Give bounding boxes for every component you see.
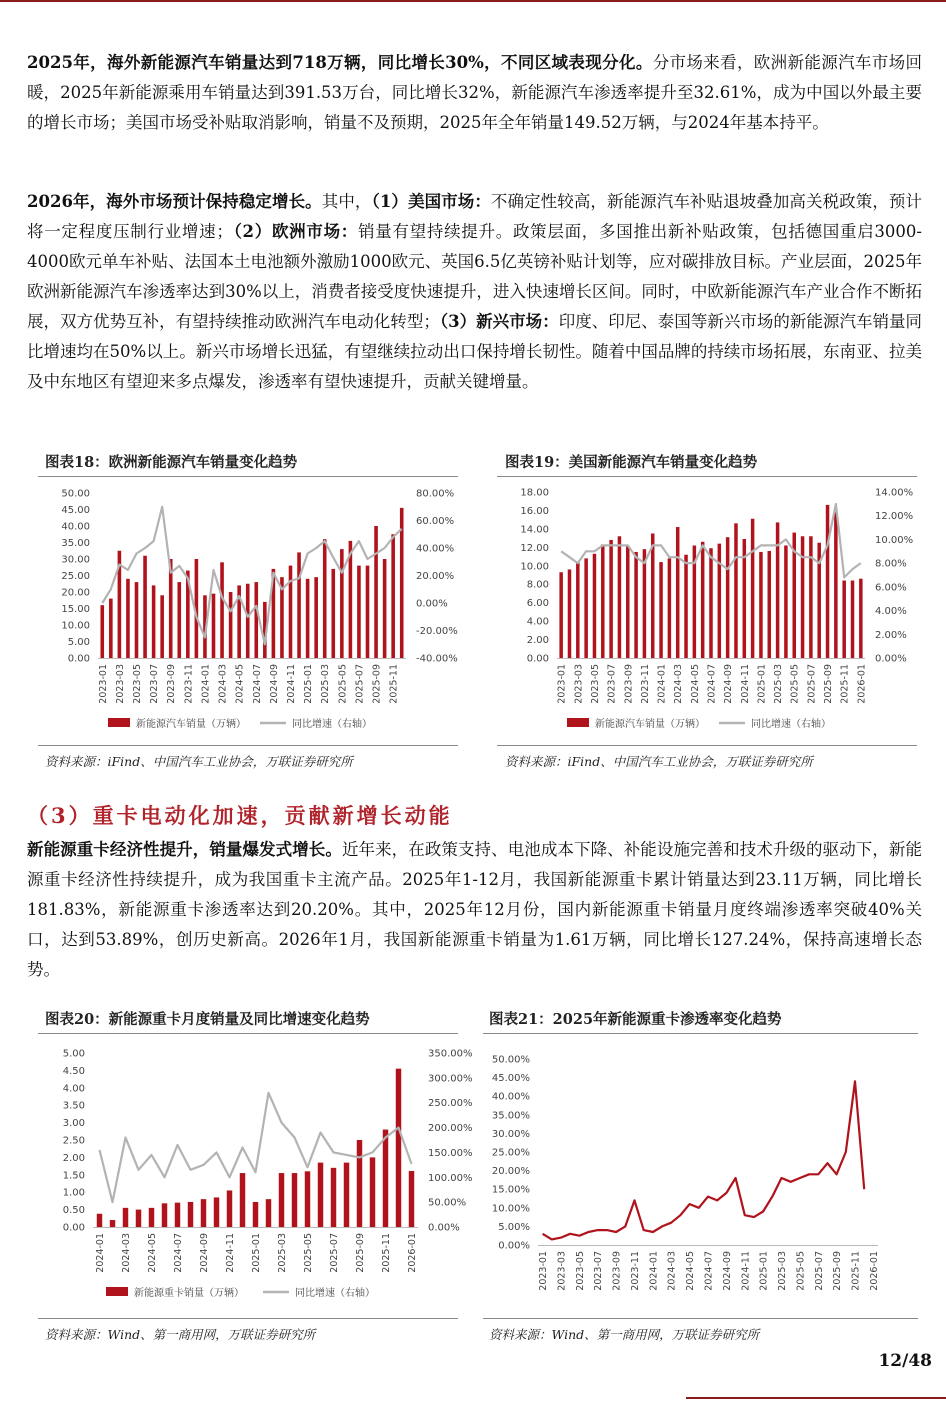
y-tick-label: 10.00 [61,620,90,632]
y-tick-label: 25.00% [491,1147,530,1159]
x-tick-label: 2023-07 [606,664,618,704]
bar [593,554,596,658]
x-tick-label: 2025-01 [251,1233,262,1273]
x-tick-label: 2026-01 [868,1251,880,1291]
x-tick-label: 2024-03 [217,664,229,704]
bar [626,545,629,658]
y-tick-label: 1.50 [62,1170,85,1182]
y-tick-label: 4.00 [62,1083,85,1095]
figure-title: 图表19：美国新能源汽车销量变化趋势 [505,454,758,471]
bar [842,581,845,658]
legend-label: 同比增速（右轴） [292,719,372,730]
y2-tick-label: 80.00% [416,488,455,500]
x-tick-label: 2026-01 [407,1233,418,1273]
y2-tick-label: 12.00% [875,511,914,523]
y2-tick-label: -40.00% [416,653,458,665]
y-tick-label: 14.00 [520,524,549,536]
figure-rule [38,745,458,746]
x-tick-label: 2023-01 [538,1251,550,1291]
bar [584,558,587,658]
x-tick-label: 2024-07 [706,664,718,704]
y2-tick-label: 250.00% [428,1098,473,1110]
legend-swatch-bar [106,1287,128,1296]
x-tick-label: 2024-01 [648,1251,660,1291]
y-tick-label: 30.00 [61,554,90,566]
x-tick-label: 2023-05 [589,664,601,704]
y-tick-label: 10.00 [520,561,549,573]
bar [383,1130,388,1227]
bar [175,1203,180,1227]
x-tick-label: 2023-03 [573,664,585,704]
bar [374,526,378,658]
legend-swatch-bar [108,718,130,727]
bar [136,1210,141,1227]
bar [220,562,224,658]
bar [240,1173,245,1227]
bar [834,512,837,658]
bar [292,1173,297,1227]
x-tick-label: 2024-11 [739,664,751,704]
bar [323,539,327,658]
paragraph-overseas-2026 [27,187,922,397]
bar [266,1199,271,1227]
bar [383,559,387,658]
figure-rule [497,745,917,746]
figure-rule [483,1318,918,1319]
paragraph-lead: 2025年，海外新能源汽车销量达到718万辆，同比增长30%，不同区域表现分化。 [27,53,653,72]
x-tick-label: 2025-03 [773,664,785,704]
x-tick-label: 2024-09 [199,1233,210,1273]
paragraph-body: 印度、印尼、泰国等新兴市场的新能源汽车销量同比增速均在50%以上。新兴市场增长迅猛，有望继续拉动出口保持增长韧性。随着中国品牌的持续市场拓展，东南亚、拉美及中东地区有望迎来多点爆发，渗透率有望快速提升，贡献关键增量。 [27,312,923,391]
bar [152,585,156,658]
y-tick-label: 0.00% [498,1240,530,1252]
bar [751,519,754,658]
y-tick-label: 16.00 [520,505,549,517]
bar [601,545,604,658]
y2-tick-label: 100.00% [428,1172,473,1184]
y-tick-label: 0.00 [67,653,90,665]
x-tick-label: 2025-11 [381,1233,392,1273]
bar [809,536,812,658]
bar [759,552,762,658]
y2-tick-label: 0.00% [416,598,448,610]
x-tick-label: 2023-11 [183,664,195,704]
bar [776,522,779,658]
bar [143,556,147,658]
x-tick-label: 2025-03 [777,1251,789,1291]
y-tick-label: 2.50 [62,1135,85,1147]
bar [559,572,562,658]
chart-heavy-truck-penetration [483,1035,918,1315]
y-tick-label: 45.00 [61,505,90,516]
bar [201,1199,206,1227]
legend-label: 新能源重卡销量（万辆） [134,1288,244,1299]
x-tick-label: 2023-03 [114,664,126,704]
bar [357,566,361,658]
bar [331,1168,336,1227]
bar [177,582,181,658]
y-tick-label: 18.00 [520,487,549,499]
series-line [543,1081,865,1239]
x-tick-label: 2024-03 [673,664,685,704]
x-tick-label: 2024-05 [147,1233,158,1273]
x-tick-label: 2025-05 [795,1251,807,1291]
bar [801,536,804,658]
y2-tick-label: 20.00% [416,571,455,582]
x-tick-label: 2023-11 [629,1251,641,1291]
x-tick-label: 2025-07 [806,664,818,704]
bar [305,1171,310,1227]
page-number: 12/48 [878,1351,932,1371]
x-tick-label: 2024-03 [666,1251,678,1291]
x-tick-label: 2023-03 [556,1251,568,1291]
figure-rule [483,1033,918,1034]
y-tick-label: 6.00 [526,598,549,610]
y2-tick-label: 150.00% [428,1147,473,1159]
y2-tick-label: 50.00% [428,1197,467,1209]
bar [676,527,679,658]
y-tick-label: 3.00 [62,1118,85,1130]
figure-source: 资料来源：iFind、中国汽车工业协会，万联证券研究所 [505,754,813,769]
paragraph-body: 不确定性较高，新能源汽车补贴退坡叠加高关税政策，预计将一定程度压制行业增速； [27,192,923,241]
bar [279,1173,284,1227]
figure-rule [497,476,917,477]
bar [135,582,139,658]
y2-tick-label: -20.00% [416,626,458,637]
x-tick-label: 2023-05 [132,664,143,704]
figure-rule [38,476,458,477]
x-tick-label: 2025-09 [832,1251,844,1291]
figure-source: 资料来源：Wind、第一商用网，万联证券研究所 [489,1327,760,1342]
x-tick-label: 2025-11 [388,664,400,704]
legend-label: 新能源汽车销量（万辆） [136,719,246,730]
bar [162,1203,167,1227]
y-tick-label: 8.00 [526,579,549,591]
y-tick-label: 4.50 [62,1065,85,1077]
x-tick-label: 2024-09 [268,664,280,704]
bar [331,569,335,658]
paragraph-body: 分市场来看，欧洲新能源汽车市场回暖，2025年新能源乘用车销量达到391.53万台，同比增长32%，新能源汽车渗透率提升至32.61%，成为中国以外最主要的增长市场；美国市场受补贴取消影响，销量不及预期，2025年全年销量149.52万辆，与2024年基本持平。 [27,53,922,132]
y-tick-label: 10.00% [491,1203,530,1215]
y-tick-label: 50.00 [61,488,90,500]
y-tick-label: 45.00% [491,1073,530,1085]
bar [227,1190,232,1227]
bar [297,552,301,658]
paragraph-heavy-truck [27,835,922,985]
x-tick-label: 2024-03 [121,1233,132,1273]
x-tick-label: 2025-07 [354,664,366,704]
bar [784,545,787,658]
bar [684,555,687,658]
y-tick-label: 25.00 [61,571,90,582]
y2-tick-label: 0.00% [428,1222,460,1234]
bar [734,523,737,658]
y-tick-label: 3.50 [62,1100,85,1112]
x-tick-label: 2024-05 [685,1251,697,1291]
y-tick-label: 20.00% [491,1166,530,1178]
x-tick-label: 2024-05 [234,664,246,704]
y2-tick-label: 4.00% [875,606,907,618]
y-tick-label: 30.00% [491,1128,530,1140]
bar [366,566,370,658]
x-tick-label: 2025-09 [355,1233,366,1273]
bar [214,1197,219,1227]
y2-tick-label: 8.00% [875,558,907,570]
bar [668,558,671,658]
x-tick-label: 2025-07 [813,1251,825,1291]
bar [188,1202,193,1227]
y2-tick-label: 350.00% [428,1048,473,1060]
subhead-eu-market: （2）欧洲市场： [232,222,359,241]
y-tick-label: 40.00% [491,1091,530,1103]
chart-us-nev-sales [497,478,922,743]
y-tick-label: 2.00 [62,1152,85,1164]
legend-label: 同比增速（右轴） [295,1288,375,1299]
y2-tick-label: 40.00% [416,543,455,555]
y-tick-label: 15.00 [61,604,90,615]
bar [160,595,164,658]
y-tick-label: 0.50 [62,1205,85,1217]
bar [643,549,646,658]
y-tick-label: 0.00 [526,653,549,665]
bar [568,569,571,658]
x-tick-label: 2024-09 [723,664,735,704]
x-tick-label: 2024-11 [286,664,297,704]
y2-tick-label: 2.00% [875,629,907,641]
x-tick-label: 2025-07 [329,1233,340,1273]
y-tick-label: 2.00 [526,635,549,647]
x-tick-label: 2024-11 [225,1233,236,1273]
bar [826,505,829,658]
x-tick-label: 2023-09 [623,664,635,704]
bar [169,559,173,658]
y-tick-label: 1.00 [62,1187,85,1199]
y-tick-label: 5.00% [498,1221,530,1233]
paragraph-body: 销量有望持续提升。政策层面，多国推出新补贴政策，包括德国重启3000-4000欧元单车补贴、法国本土电池额外激励1000欧元、英国6.5亿英镑补贴计划等，应对碳排放目标。产业层面，2025年欧洲新能源汽车渗透率达到30%以上，消费者接受度快速提升，进入快速增长区间。同时，中欧新能源汽车产业合作不断拓展，双方优势互补，有望持续推动欧洲汽车电动化转型； [27,222,922,331]
bar [701,542,704,658]
bottom-rule [686,1397,946,1399]
x-tick-label: 2024-07 [173,1233,184,1273]
x-tick-label: 2025-01 [758,1251,770,1291]
bar [659,562,662,658]
paragraph-overseas-2025 [27,48,922,138]
x-tick-label: 2023-07 [593,1251,605,1291]
legend-label: 同比增速（右轴） [751,719,831,730]
subhead-us-market: （1）美国市场： [371,192,491,211]
bar [851,581,854,658]
bar [726,537,729,658]
x-tick-label: 2025-05 [789,664,801,704]
paragraph-lead: 新能源重卡经济性提升，销量爆发式增长。 [27,840,342,859]
bar [246,584,250,658]
y-tick-label: 5.00 [67,637,90,648]
x-tick-label: 2025-03 [320,664,332,704]
bar [314,577,318,658]
bar [100,605,104,658]
y-tick-label: 20.00 [61,587,90,599]
y-tick-label: 5.00 [62,1048,85,1060]
bar [618,536,621,658]
y2-tick-label: 14.00% [875,487,914,499]
bar [149,1208,154,1227]
x-tick-label: 2025-01 [756,664,768,704]
bar [576,562,579,658]
bar [768,551,771,658]
x-tick-label: 2023-09 [166,664,178,704]
bar [254,582,258,658]
y2-tick-label: 0.00% [875,653,907,665]
x-tick-label: 2024-01 [200,664,212,704]
bar [370,1157,375,1227]
y-tick-label: 40.00 [61,521,90,533]
series-line [100,1093,412,1202]
y2-tick-label: 300.00% [428,1073,473,1085]
bar [126,579,130,658]
subhead-emerging-market: （3）新兴市场： [439,312,559,331]
x-tick-label: 2024-11 [740,1251,752,1291]
x-tick-label: 2023-09 [611,1251,623,1291]
bar [253,1202,258,1227]
y-tick-label: 4.00 [526,616,549,628]
bar [859,579,862,658]
section-heading: （3）重卡电动化加速，贡献新增长动能 [27,803,453,828]
bar [391,534,395,658]
y-tick-label: 35.00 [61,538,90,549]
bar [396,1069,401,1227]
figure-source: 资料来源：Wind、第一商用网，万联证券研究所 [45,1327,316,1342]
bar [718,544,721,658]
bar [97,1214,102,1227]
paragraph-body: 其中， [321,192,372,211]
x-tick-label: 2025-03 [277,1233,288,1273]
x-tick-label: 2025-11 [850,1251,862,1291]
bar [109,599,113,658]
bar [709,548,712,658]
y2-tick-label: 60.00% [416,516,455,527]
legend-label: 新能源汽车销量（万辆） [595,719,705,730]
y-tick-label: 35.00% [491,1110,530,1122]
bar [318,1163,323,1227]
figure-title: 图表21：2025年新能源重卡渗透率变化趋势 [489,1011,782,1028]
bar [357,1140,362,1227]
figure-title: 图表18：欧洲新能源汽车销量变化趋势 [45,454,298,471]
x-tick-label: 2023-01 [97,664,109,704]
y-tick-label: 15.00% [491,1184,530,1196]
x-tick-label: 2026-01 [856,664,868,704]
chart-europe-nev-sales [38,478,463,743]
bar [110,1220,115,1227]
x-tick-label: 2024-09 [721,1251,733,1291]
legend-swatch-bar [567,718,589,727]
x-tick-label: 2024-01 [656,664,668,704]
bar [306,579,310,658]
y2-tick-label: 6.00% [875,582,907,594]
y-tick-label: 12.00 [520,542,549,554]
bar [344,1163,349,1227]
x-tick-label: 2024-07 [703,1251,715,1291]
bar [609,540,612,658]
y-tick-label: 0.00 [62,1222,85,1234]
figure-rule [38,1318,458,1319]
x-tick-label: 2025-05 [337,664,349,704]
x-tick-label: 2023-07 [149,664,161,704]
y2-tick-label: 10.00% [875,534,914,546]
x-tick-label: 2024-01 [95,1233,106,1273]
figure-source: 资料来源：iFind、中国汽车工业协会，万联证券研究所 [45,754,353,769]
figure-rule [38,1033,458,1034]
bar [651,534,654,659]
bar [409,1171,414,1227]
paragraph-body: 近年来，在政策支持、电池成本下降、补能设施完善和技术升级的驱动下，新能源重卡经济性持续提升，成为我国重卡主流产品。2025年1-12月，我国新能源重卡累计销量达到23.11万辆，同比增长181.83%，新能源重卡渗透率达到20.20%。其中，2025年12月份，国内新能源重卡销量月度终端渗透率突破40%关口，达到53.89%，创历史新高。2026年1月，我国新能源重卡销量为1.61万辆，同比增长127.24%，保持高速增长态势。 [27,840,923,979]
x-tick-label: 2025-09 [371,664,383,704]
bar [123,1208,128,1227]
bar [340,549,344,658]
x-tick-label: 2025-01 [303,664,315,704]
y-tick-label: 50.00% [491,1054,530,1066]
top-rule [0,0,946,2]
series-line [102,507,401,645]
x-tick-label: 2025-05 [303,1233,314,1273]
chart-heavy-truck-sales [38,1035,473,1315]
bar [229,592,233,658]
x-tick-label: 2023-05 [574,1251,586,1291]
figure-title: 图表20：新能源重卡月度销量及同比增速变化趋势 [45,1011,370,1028]
x-tick-label: 2024-07 [251,664,263,704]
x-tick-label: 2025-09 [823,664,835,704]
x-tick-label: 2023-01 [556,664,568,704]
x-tick-label: 2023-11 [639,664,651,704]
y2-tick-label: 200.00% [428,1123,473,1135]
paragraph-lead: 2026年，海外市场预计保持稳定增长。 [27,192,322,211]
bar [212,594,216,658]
x-tick-label: 2024-05 [689,664,701,704]
x-tick-label: 2025-11 [839,664,851,704]
bar [634,552,637,658]
